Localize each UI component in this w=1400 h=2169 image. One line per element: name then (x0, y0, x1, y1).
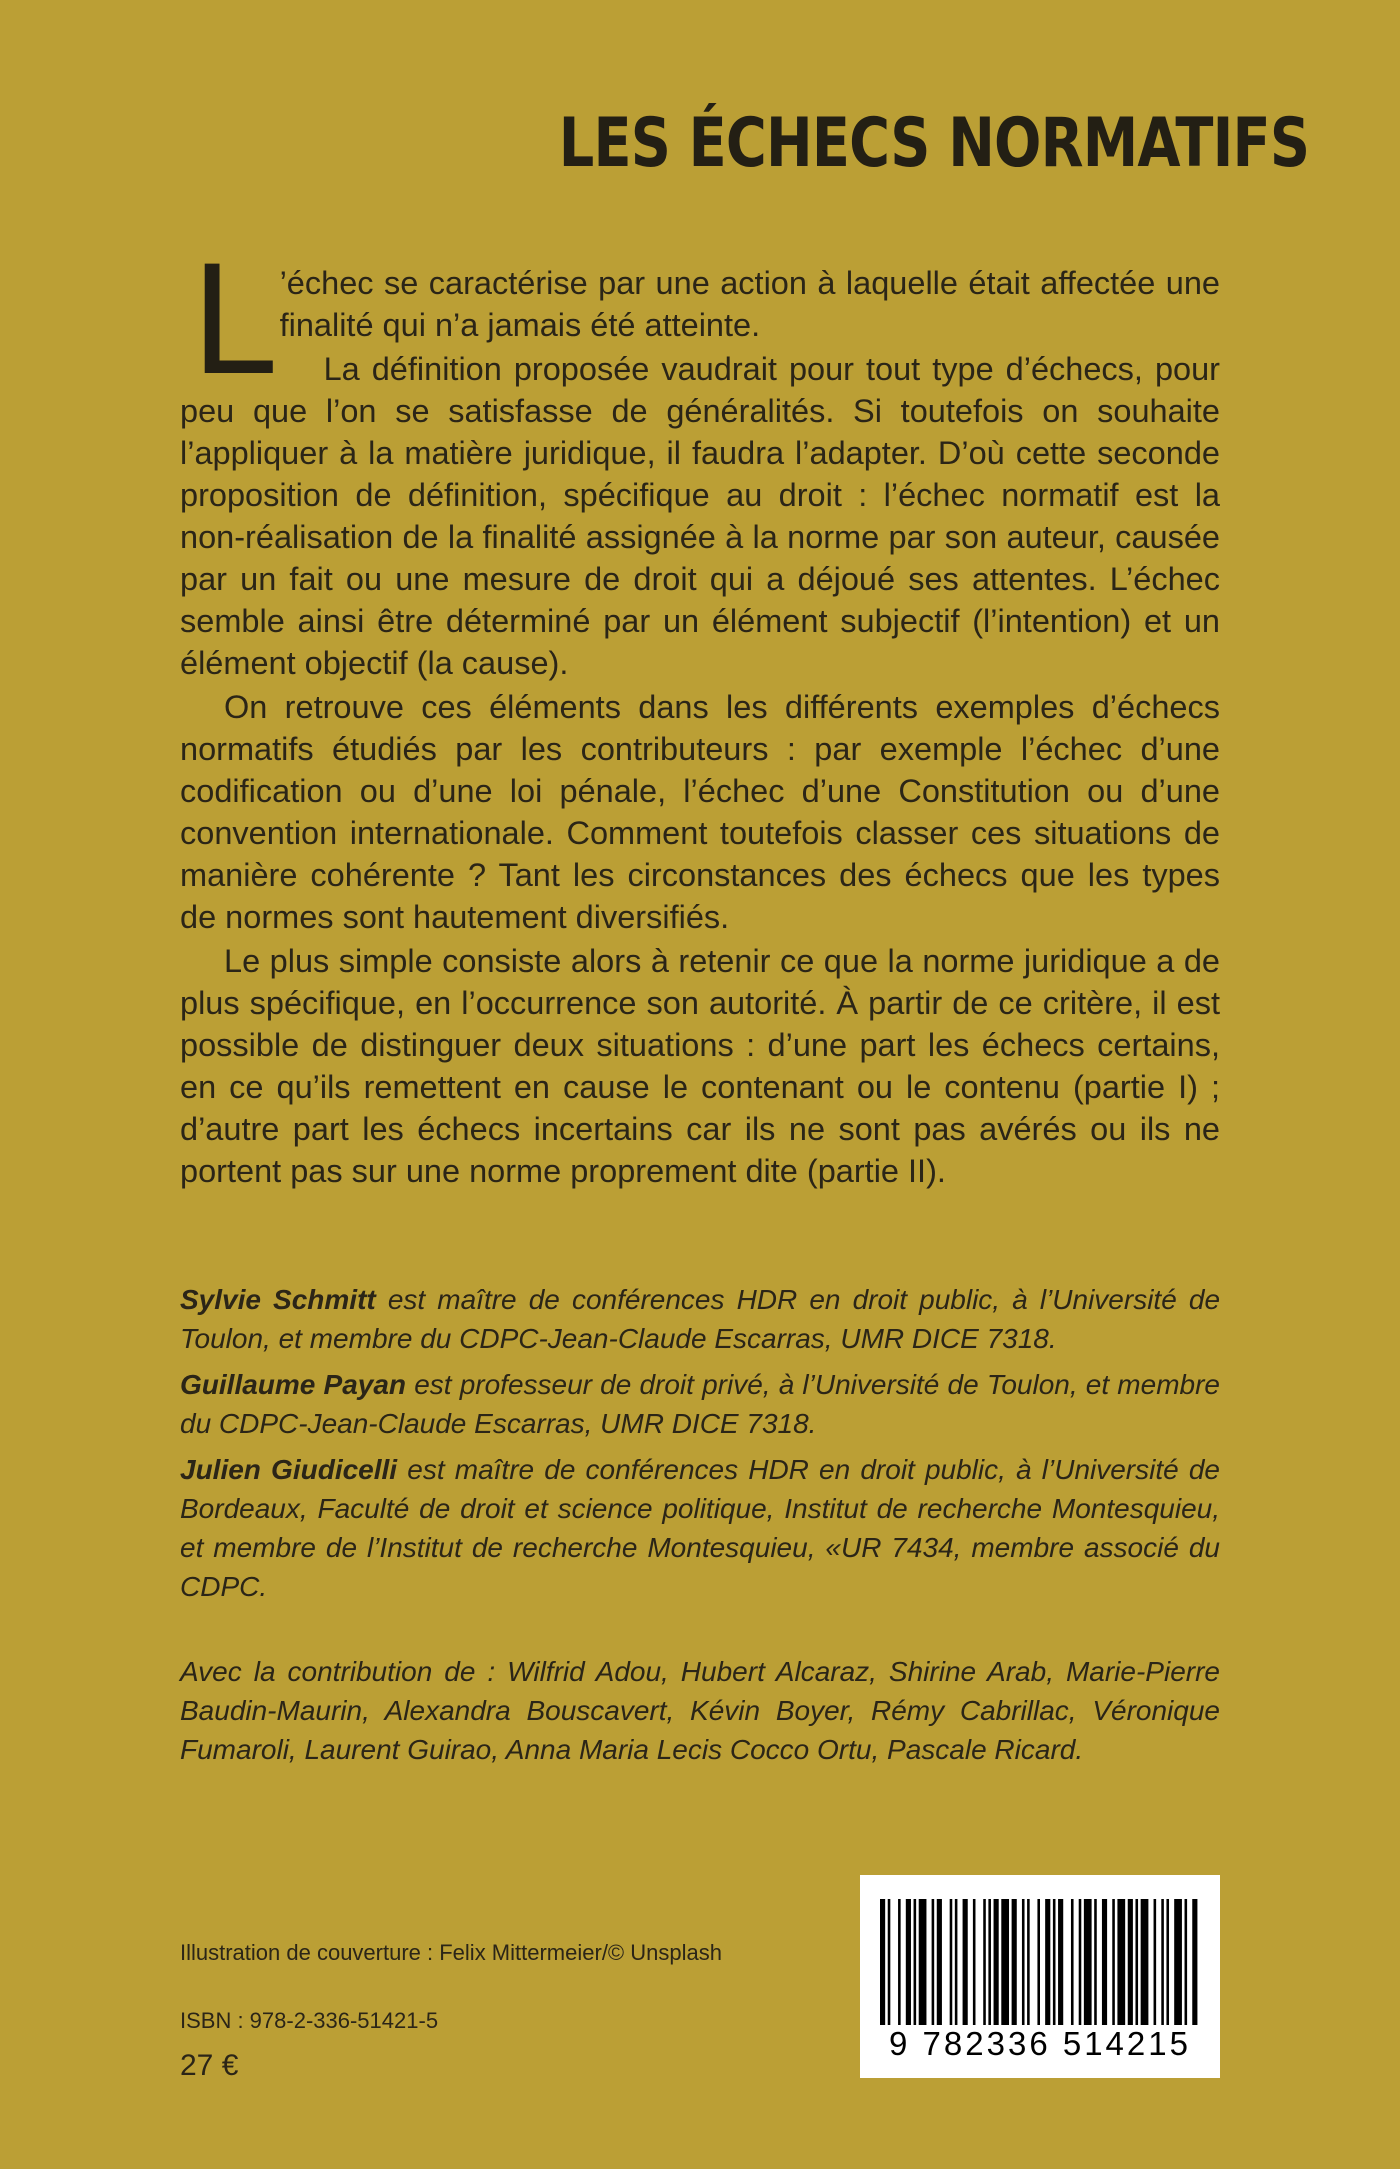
contributors-text: Avec la contribution de : Wilfrid Adou, Hubert Alcaraz, Shirine Arab, Marie-Pierre Baudin-Maurin, Alexandra Bouscavert, Kévin Boyer, Rémy Cabrillac, Véronique Fumaroli, Laurent Guirao, Anna Maria Lecis Cocco Ortu, Pascale Ricard. (180, 1656, 1220, 1765)
barcode-panel (860, 1875, 1220, 2078)
author-bios (180, 1280, 1220, 1613)
barcode-digits: 9 782336 514215 (889, 2025, 1191, 2062)
author-bio (180, 1365, 1220, 1443)
author-description: est maître de conférences HDR en droit public, à l’Université de Toulon, et membre du CDPC-Jean-Claude Escarras, UMR DICE 7318. (180, 1284, 1221, 1354)
author-bio (180, 1450, 1220, 1606)
barcode-icon (880, 1899, 1200, 2025)
summary-paragraph-1 (180, 235, 1220, 409)
summary-paragraph-3: On retrouve ces éléments dans les différents exemples d’échecs normatifs étudiés par les contributeurs : par exemple l’échec d’une codification ou d’une loi pénale, l’échec d’une Constitution ou d’une convention internationale. Comment toutefois classer ces situations de manière cohérente ? Tant les circonstances des échecs que les types de normes sont hautement diversifiés. (180, 689, 1220, 935)
contributors-list (180, 1652, 1220, 1769)
author-name: Julien Giudicelli (180, 1454, 398, 1485)
isbn-number: ISBN : 978-2-336-51421-5 (180, 2008, 439, 2033)
author-name: Guillaume Payan (180, 1369, 407, 1400)
book-title: LES ÉCHECS NORMATIFS (558, 104, 1309, 183)
drop-cap-letter: L (190, 235, 274, 409)
author-bio (180, 1280, 1220, 1358)
author-name: Sylvie Schmitt (180, 1284, 376, 1315)
summary-paragraph-4: Le plus simple consiste alors à retenir ce que la norme juridique a de plus spécifique, en l’occurrence son autorité. À partir de ce critère, il est possible de distinguer deux situations : d’une part les échecs certains, en ce qu’ils remettent en cause le contenant ou le contenu (partie I) ; d’autre part les échecs incertains car ils ne sont pas avérés ou ils ne portent pas sur une norme proprement dite (partie II). (180, 943, 1220, 1189)
cover-illustration-credit: Illustration de couverture : Felix Mittermeier/© Unsplash (180, 1940, 722, 1965)
summary-paragraph-1-text: ’échec se caractérise par une action à laquelle était affectée une finalité qui n’a jamais été atteinte. (279, 265, 1220, 343)
back-cover-summary (180, 235, 1220, 1194)
author-description: est maître de conférences HDR en droit public, à l’Université de Bordeaux, Faculté de droit et science politique, Institut de recherche Montesquieu, et membre de l’Institut de recherche Montesquieu, «UR 7434, membre associé du CDPC. (180, 1454, 1221, 1602)
author-description: est professeur de droit privé, à l’Université de Toulon, et membre du CDPC-Jean-Claude Escarras, UMR DICE 7318. (180, 1369, 1220, 1439)
summary-paragraph-2: La définition proposée vaudrait pour tout type d’échecs, pour peu que l’on se satisfasse de généralités. Si toutefois on souhaite l’appliquer à la matière juridique, il faudra l’adapter. D’où cette seconde proposition de définition, spécifique au droit : l’échec normatif est la non-réalisation de la finalité assignée à la norme par son auteur, causée par un fait ou une mesure de droit qui a déjoué ses attentes. L’échec semble ainsi être déterminé par un élément subjectif (l’intention) et un élément objectif (la cause). (180, 351, 1220, 681)
price-label: 27 € (180, 2049, 239, 2082)
